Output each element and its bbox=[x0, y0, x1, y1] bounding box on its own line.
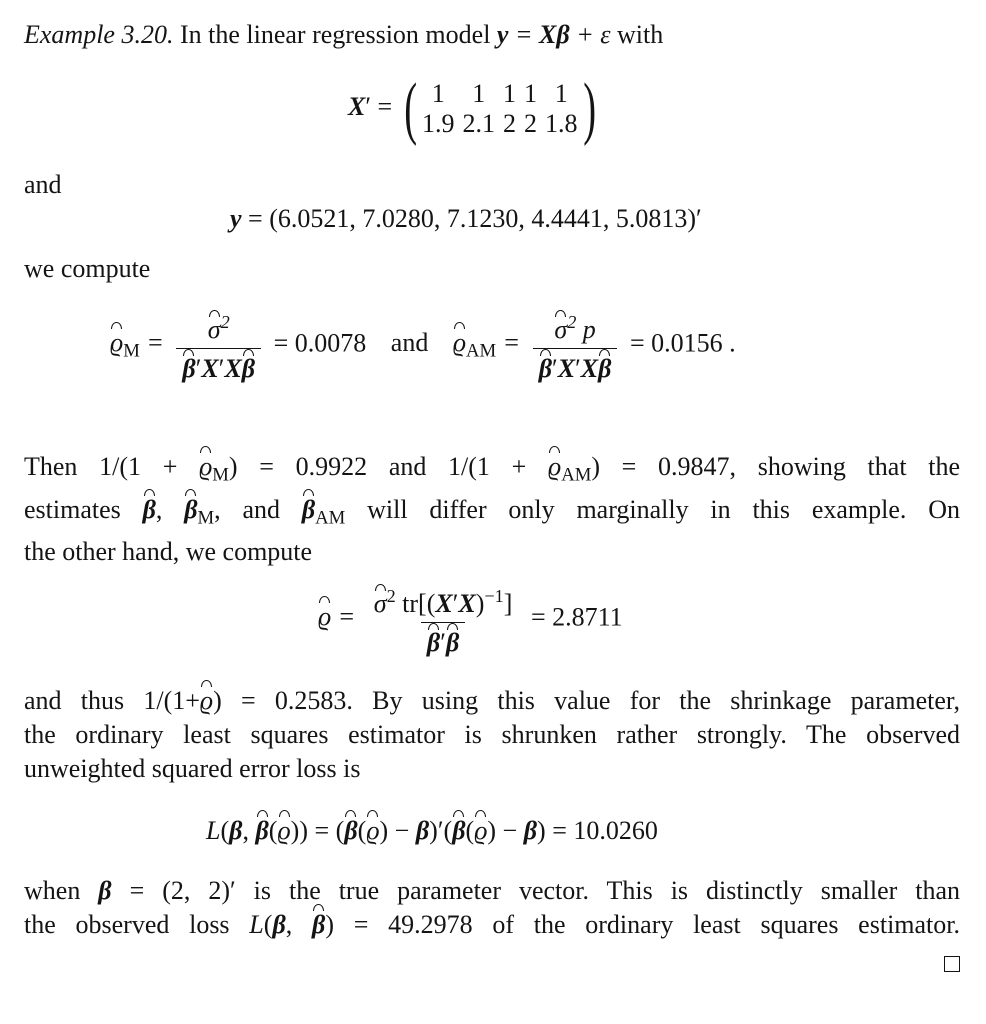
rho-hat-num: $\sigma^2$ $tr[(X'X)^{-1}]$ bbox=[373, 586, 513, 618]
qed-square bbox=[944, 956, 960, 972]
matrix-cell: 1.9 bbox=[422, 109, 455, 138]
rho-am-num: $\sigma^2$ p bbox=[554, 312, 596, 344]
rho-am-lhs: $ϱ_{AM}$ = bbox=[452, 328, 521, 363]
rho-m-fraction bbox=[176, 306, 261, 385]
rho-hat-value: = 2.8711 bbox=[530, 602, 623, 632]
rho-hat-fraction bbox=[368, 580, 519, 659]
rho-hat-lhs: ϱ = bbox=[318, 602, 355, 631]
y-values: = (6.0521, 7.0280, 7.1230, 4.4441, 5.0813)′ bbox=[248, 204, 702, 233]
para3-line2: the observed loss L(β, β) = 49.2978 of the ordinary least squares estimator. bbox=[24, 908, 960, 942]
para1-line3: the other hand, we compute bbox=[24, 537, 313, 567]
rho-m-num: $\sigma^2$ bbox=[207, 312, 230, 344]
rho-am-value: = 0.0156 . bbox=[629, 328, 736, 358]
rho-hat-den: β′β bbox=[421, 622, 465, 659]
rho-am-den: β′X′Xβ bbox=[533, 348, 618, 385]
we-compute: we compute bbox=[24, 254, 151, 283]
y-vector bbox=[230, 202, 702, 236]
y-symbol: y bbox=[230, 204, 242, 233]
page bbox=[24, 0, 964, 1024]
intro-with: with bbox=[616, 20, 664, 49]
paragraph-2 bbox=[24, 684, 960, 786]
design-matrix bbox=[348, 70, 601, 147]
matrix-cell: 2.1 bbox=[462, 109, 496, 138]
right-paren: ) bbox=[582, 70, 596, 147]
rho-m-den: β′X′Xβ bbox=[176, 348, 261, 385]
loss-equation: L(β, β(ϱ)) = (β(ϱ) − β)′(β(ϱ) − β) = 10.0260 bbox=[206, 814, 658, 848]
model-equation: y = Xβ + ε bbox=[496, 20, 611, 49]
matrix-cell: 2 bbox=[503, 109, 517, 138]
para2-line2: the ordinary least squares estimator is shrunken rather strongly. The observed bbox=[24, 720, 960, 749]
paragraph-1 bbox=[24, 450, 960, 569]
matrix-lhs: X′ = bbox=[348, 91, 393, 121]
para2-line1: and thus 1/(1+ϱ) = 0.2583. By using this value for the shrinkage parameter, bbox=[24, 684, 960, 718]
matrix-cell: 1 bbox=[431, 79, 445, 108]
intro-text: In the linear regression model bbox=[179, 20, 491, 49]
para1-line1: Then $1/(1 + ϱ_M) = 0.9922$ and $1/(1 + ϱ_{AM}) = 0.9847$, showing that the bbox=[24, 452, 960, 486]
rho-m-lhs: $ϱ_M$ = bbox=[110, 328, 164, 363]
and-label: and bbox=[24, 170, 62, 199]
example-intro bbox=[24, 18, 663, 52]
para3-line1: when β = (2, 2)′ is the true parameter vector. This is distinctly smaller than bbox=[24, 876, 960, 905]
matrix-cell: 1.8 bbox=[545, 109, 578, 138]
matrix-cell: 1 bbox=[524, 79, 538, 108]
matrix-grid bbox=[422, 79, 578, 139]
para2-line3: unweighted squared error loss is bbox=[24, 754, 361, 783]
matrix-cell: 1 bbox=[472, 79, 486, 108]
rho-am-fraction bbox=[533, 306, 618, 385]
paragraph-3 bbox=[24, 874, 960, 942]
rho-m-value: = 0.0078 bbox=[273, 328, 367, 358]
rho-estimates bbox=[110, 306, 736, 385]
left-paren: ( bbox=[403, 70, 417, 147]
matrix-cell: 2 bbox=[524, 109, 538, 138]
example-label: Example 3.20. bbox=[24, 20, 174, 49]
matrix-cell: 1 bbox=[503, 79, 517, 108]
matrix-body bbox=[399, 70, 601, 147]
para1-line2: estimates β, $\beta_M$, and $\beta_{AM}$ will differ only marginally in this example. On bbox=[24, 494, 960, 529]
matrix-cell: 1 bbox=[554, 79, 568, 108]
rho-hat-eq bbox=[318, 580, 623, 659]
and-mid: and bbox=[390, 328, 429, 358]
